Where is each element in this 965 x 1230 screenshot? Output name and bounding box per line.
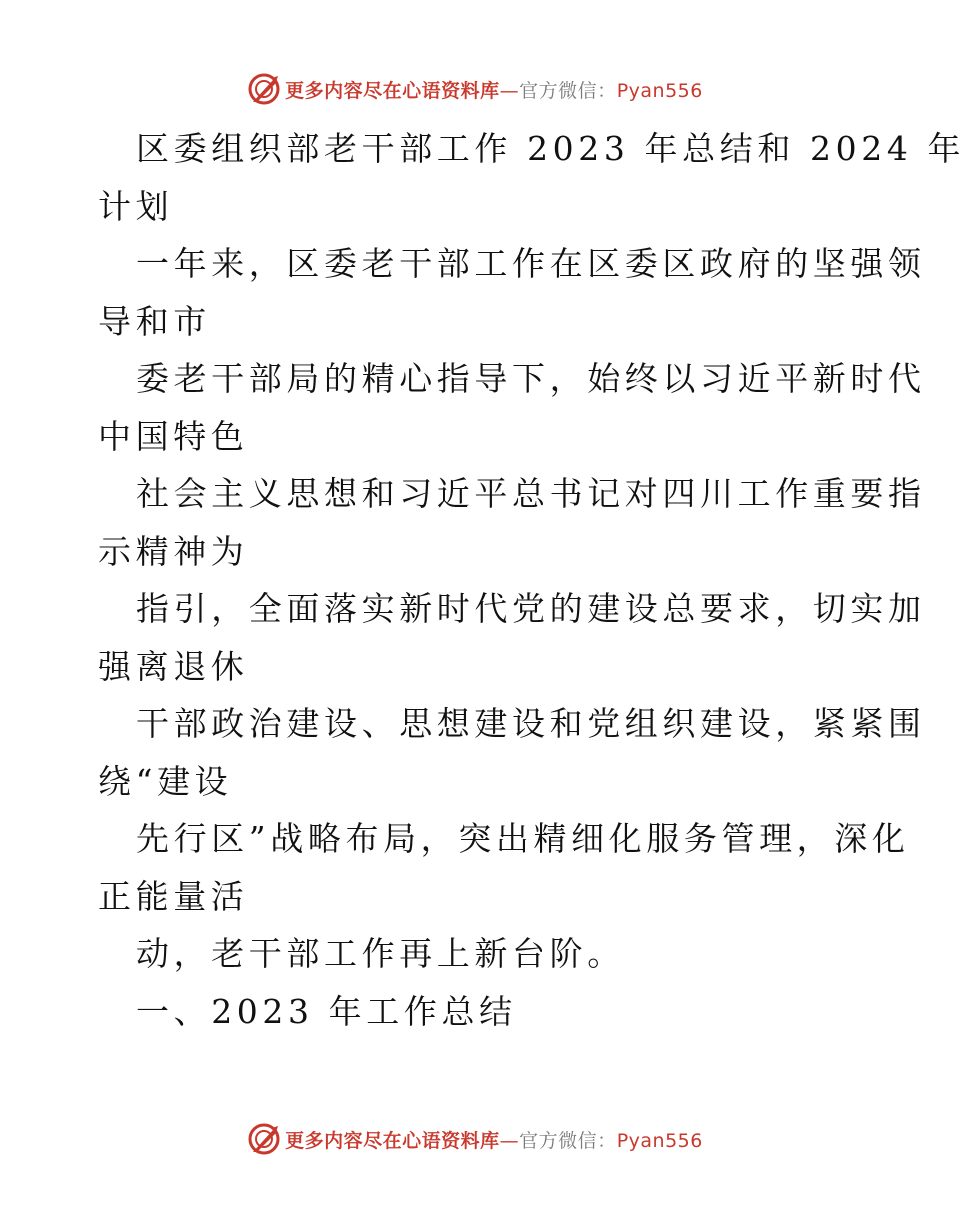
document-line: 干部政治建设、思想建设和党组织建设，紧紧围	[136, 704, 926, 743]
document-line: 指引，全面落实新时代党的建设总要求，切实加	[136, 589, 926, 628]
watermark-account: Pyan556	[616, 79, 703, 102]
document-line: 先行区”战略布局，突出精细化服务管理，深化	[136, 819, 910, 858]
document-line: 区委组织部老干部工作 2023 年总结和 2024 年	[136, 129, 965, 168]
watermark-main: 更多内容尽在心语资料库	[285, 79, 500, 102]
document-line: 社会主义思想和习近平总书记对四川工作重要指	[136, 474, 926, 513]
header-watermark	[0, 72, 950, 106]
watermark-text	[285, 1126, 703, 1153]
watermark-account: Pyan556	[616, 1129, 703, 1152]
document-line: 绕“建设	[98, 761, 233, 801]
quill-logo-icon	[247, 1122, 281, 1156]
watermark-official: 官方微信：	[519, 1129, 617, 1152]
document-line: 导和市	[98, 301, 211, 341]
watermark-separator: —	[499, 1129, 520, 1152]
document-line: 动，老干部工作再上新台阶。	[136, 934, 625, 973]
watermark-text	[285, 76, 703, 103]
quill-logo-icon	[247, 72, 281, 106]
watermark-official: 官方微信：	[519, 79, 617, 102]
document-line: 一、2023 年工作总结	[136, 991, 517, 1031]
document-line: 示精神为	[98, 531, 249, 571]
document-line: 委老干部局的精心指导下，始终以习近平新时代	[136, 359, 926, 398]
document-line: 强离退休	[98, 646, 249, 686]
footer-watermark	[0, 1122, 950, 1156]
document-line: 计划	[98, 186, 174, 226]
document-line: 正能量活	[98, 876, 249, 916]
document-body	[98, 120, 965, 1040]
document-line: 一年来，区委老干部工作在区委区政府的坚强领	[136, 244, 926, 283]
watermark-main: 更多内容尽在心语资料库	[285, 1129, 500, 1152]
watermark-separator: —	[499, 79, 520, 102]
document-line: 中国特色	[98, 416, 249, 456]
